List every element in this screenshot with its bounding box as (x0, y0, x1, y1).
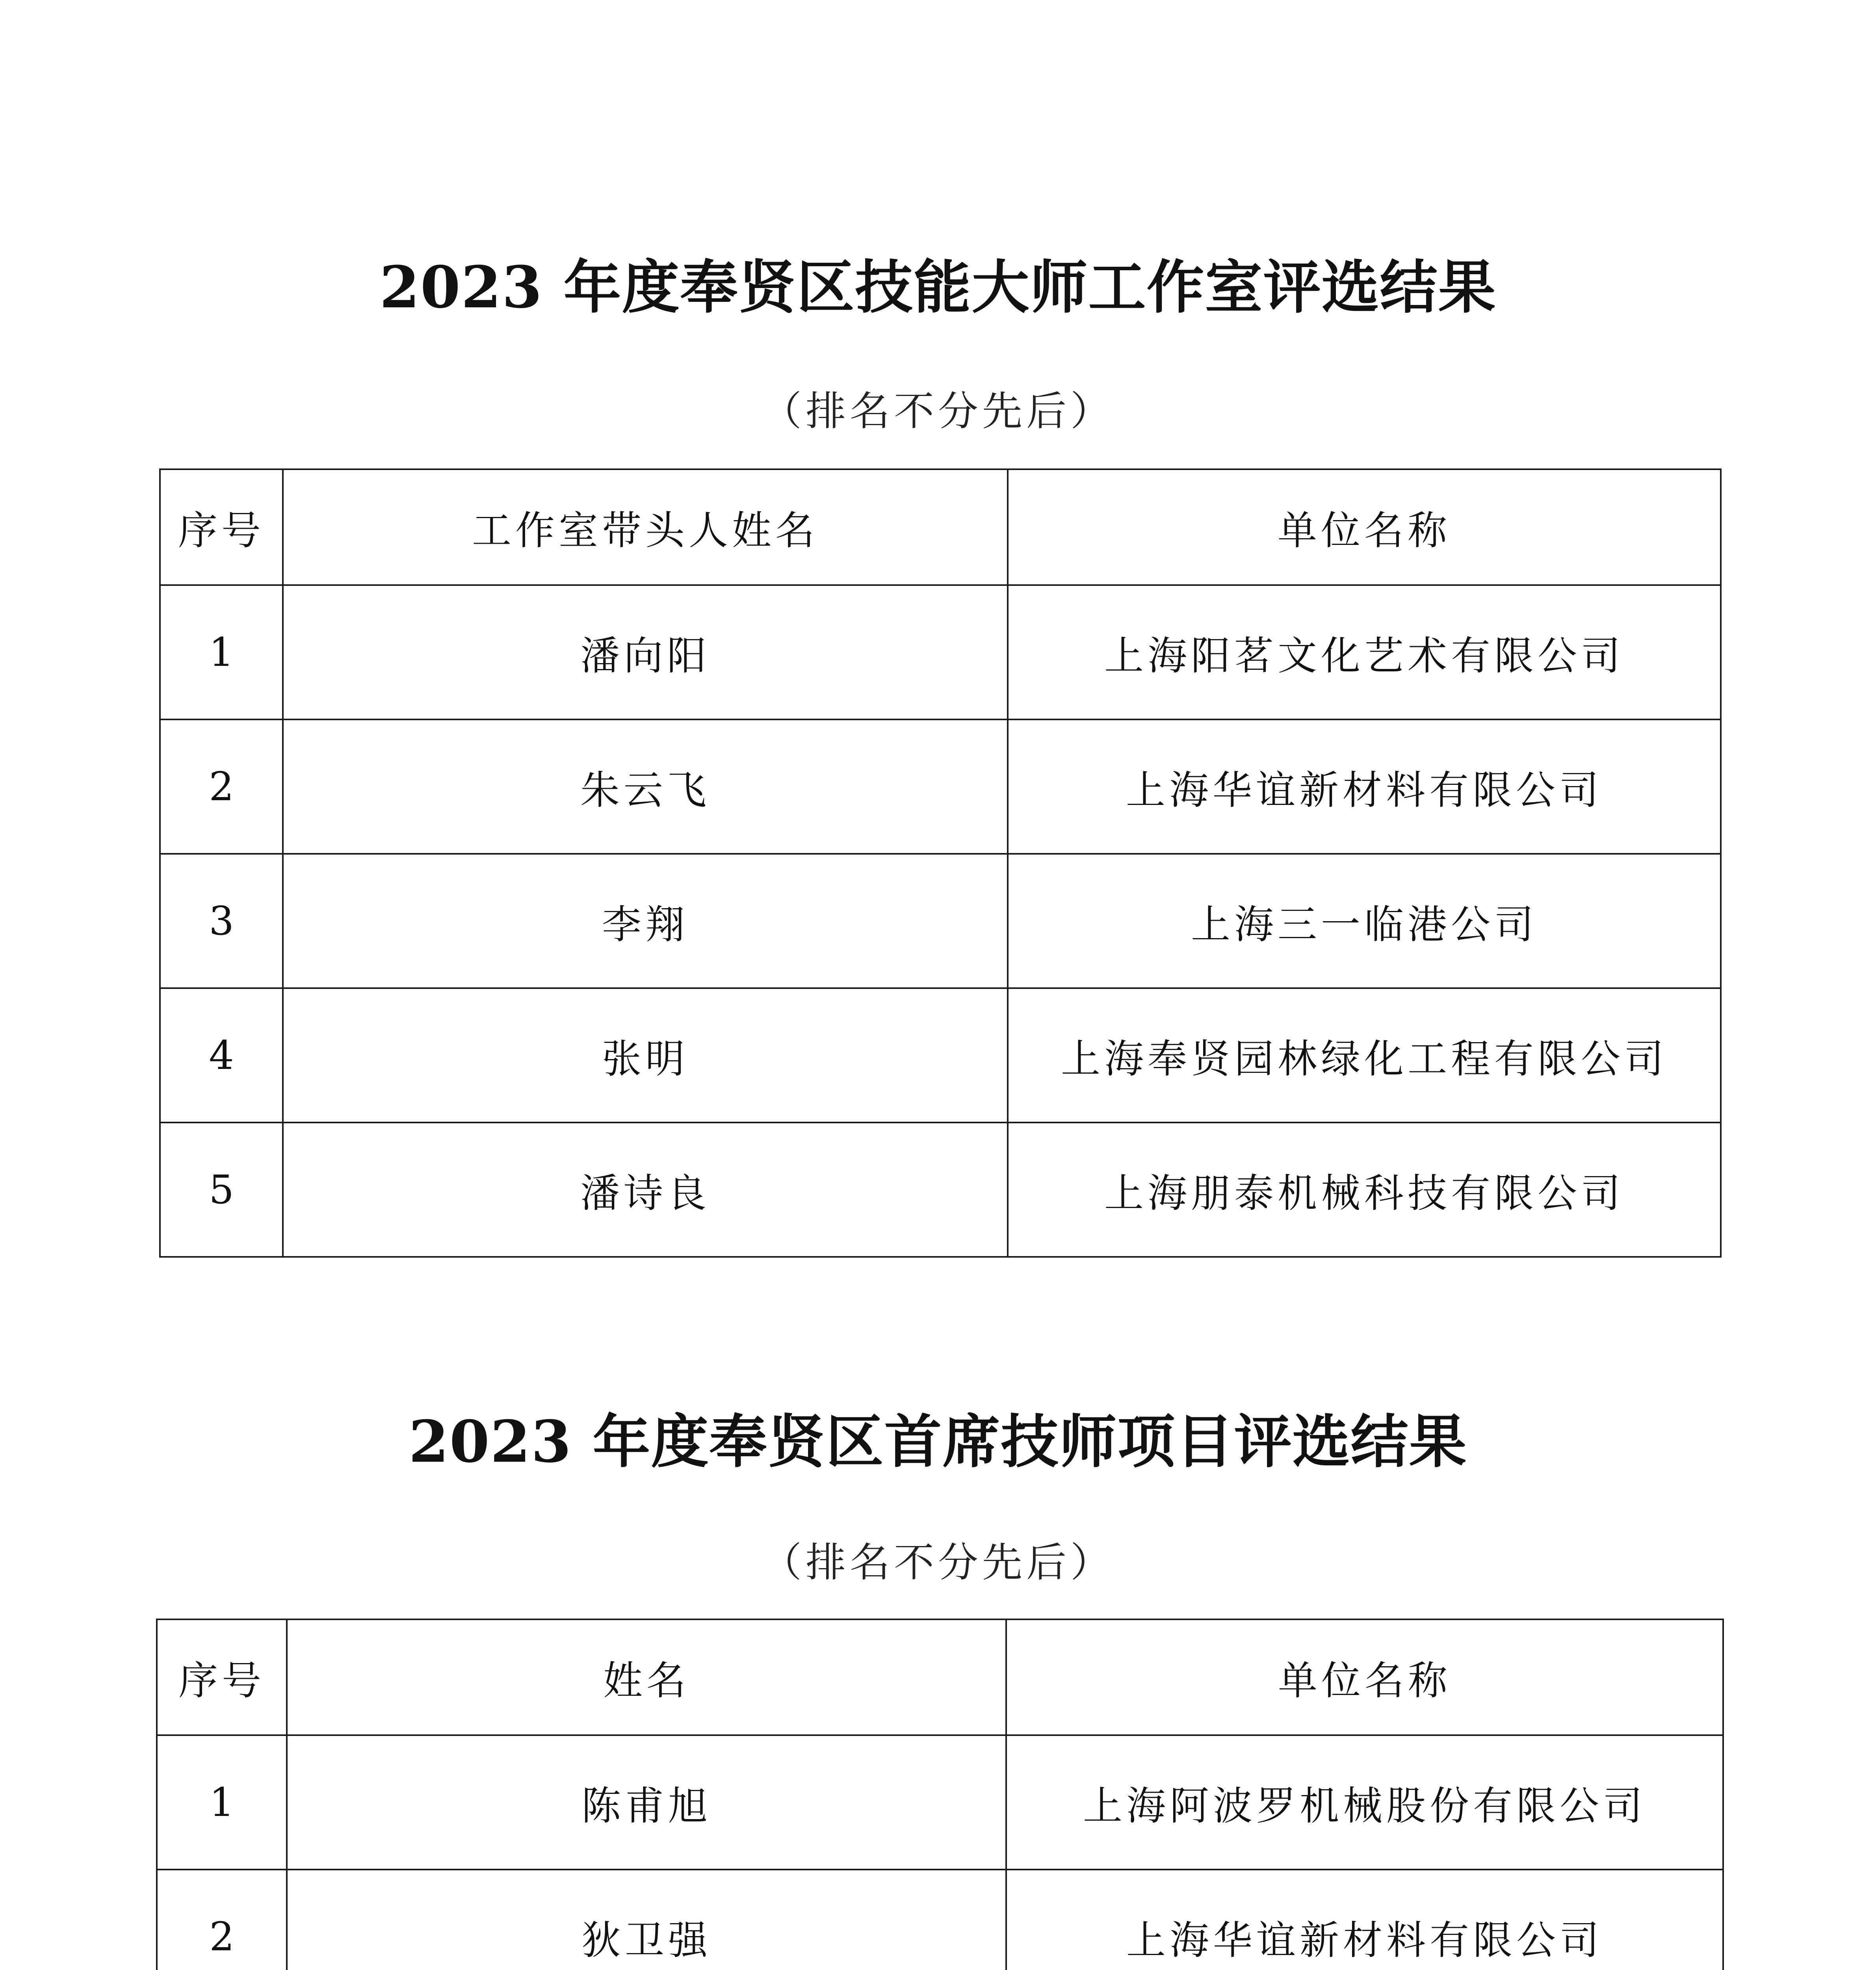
table-row (157, 1870, 1723, 1970)
header-name: 姓名 (287, 1619, 1006, 1735)
section-title: 2023 年度奉贤区首席技师项目评选结果 (409, 1408, 1467, 1476)
table-header-row (160, 469, 1721, 585)
header-unit: 单位名称 (1006, 1619, 1723, 1735)
master-studio-table (159, 468, 1722, 1258)
row-index: 5 (160, 1123, 283, 1257)
row-name: 潘向阳 (283, 585, 1008, 719)
header-index: 序号 (160, 469, 283, 585)
table-row (160, 854, 1721, 988)
row-name: 朱云飞 (283, 719, 1008, 854)
row-name: 狄卫强 (287, 1870, 1006, 1970)
row-index: 1 (157, 1735, 287, 1870)
row-name: 张明 (283, 988, 1008, 1123)
row-unit: 上海阿波罗机械股份有限公司 (1006, 1735, 1723, 1870)
row-unit: 上海朋泰机械科技有限公司 (1008, 1123, 1721, 1257)
header-unit: 单位名称 (1008, 469, 1721, 585)
row-unit: 上海奉贤园林绿化工程有限公司 (1008, 988, 1721, 1123)
row-index: 1 (160, 585, 283, 719)
row-index: 2 (157, 1870, 287, 1970)
row-index: 3 (160, 854, 283, 988)
row-index: 2 (160, 719, 283, 854)
row-unit: 上海阳茗文化艺术有限公司 (1008, 585, 1721, 719)
table-row (160, 988, 1721, 1123)
section-subtitle: （排名不分先后） (762, 1539, 1114, 1586)
row-name: 潘诗良 (283, 1123, 1008, 1257)
row-unit: 上海华谊新材料有限公司 (1008, 719, 1721, 854)
header-index: 序号 (157, 1619, 287, 1735)
table-row (160, 585, 1721, 719)
row-unit: 上海三一临港公司 (1008, 854, 1721, 988)
table-row (157, 1735, 1723, 1870)
row-name: 陈甫旭 (287, 1735, 1006, 1870)
row-name: 李翔 (283, 854, 1008, 988)
table-row (160, 719, 1721, 854)
table-header-row (157, 1619, 1723, 1735)
header-name: 工作室带头人姓名 (283, 469, 1008, 585)
chief-technician-table (156, 1619, 1724, 1970)
row-index: 4 (160, 988, 283, 1123)
section-subtitle: （排名不分先后） (762, 388, 1114, 435)
table-row (160, 1123, 1721, 1257)
section-title: 2023 年度奉贤区技能大师工作室评选结果 (379, 254, 1497, 321)
row-unit: 上海华谊新材料有限公司 (1006, 1870, 1723, 1970)
